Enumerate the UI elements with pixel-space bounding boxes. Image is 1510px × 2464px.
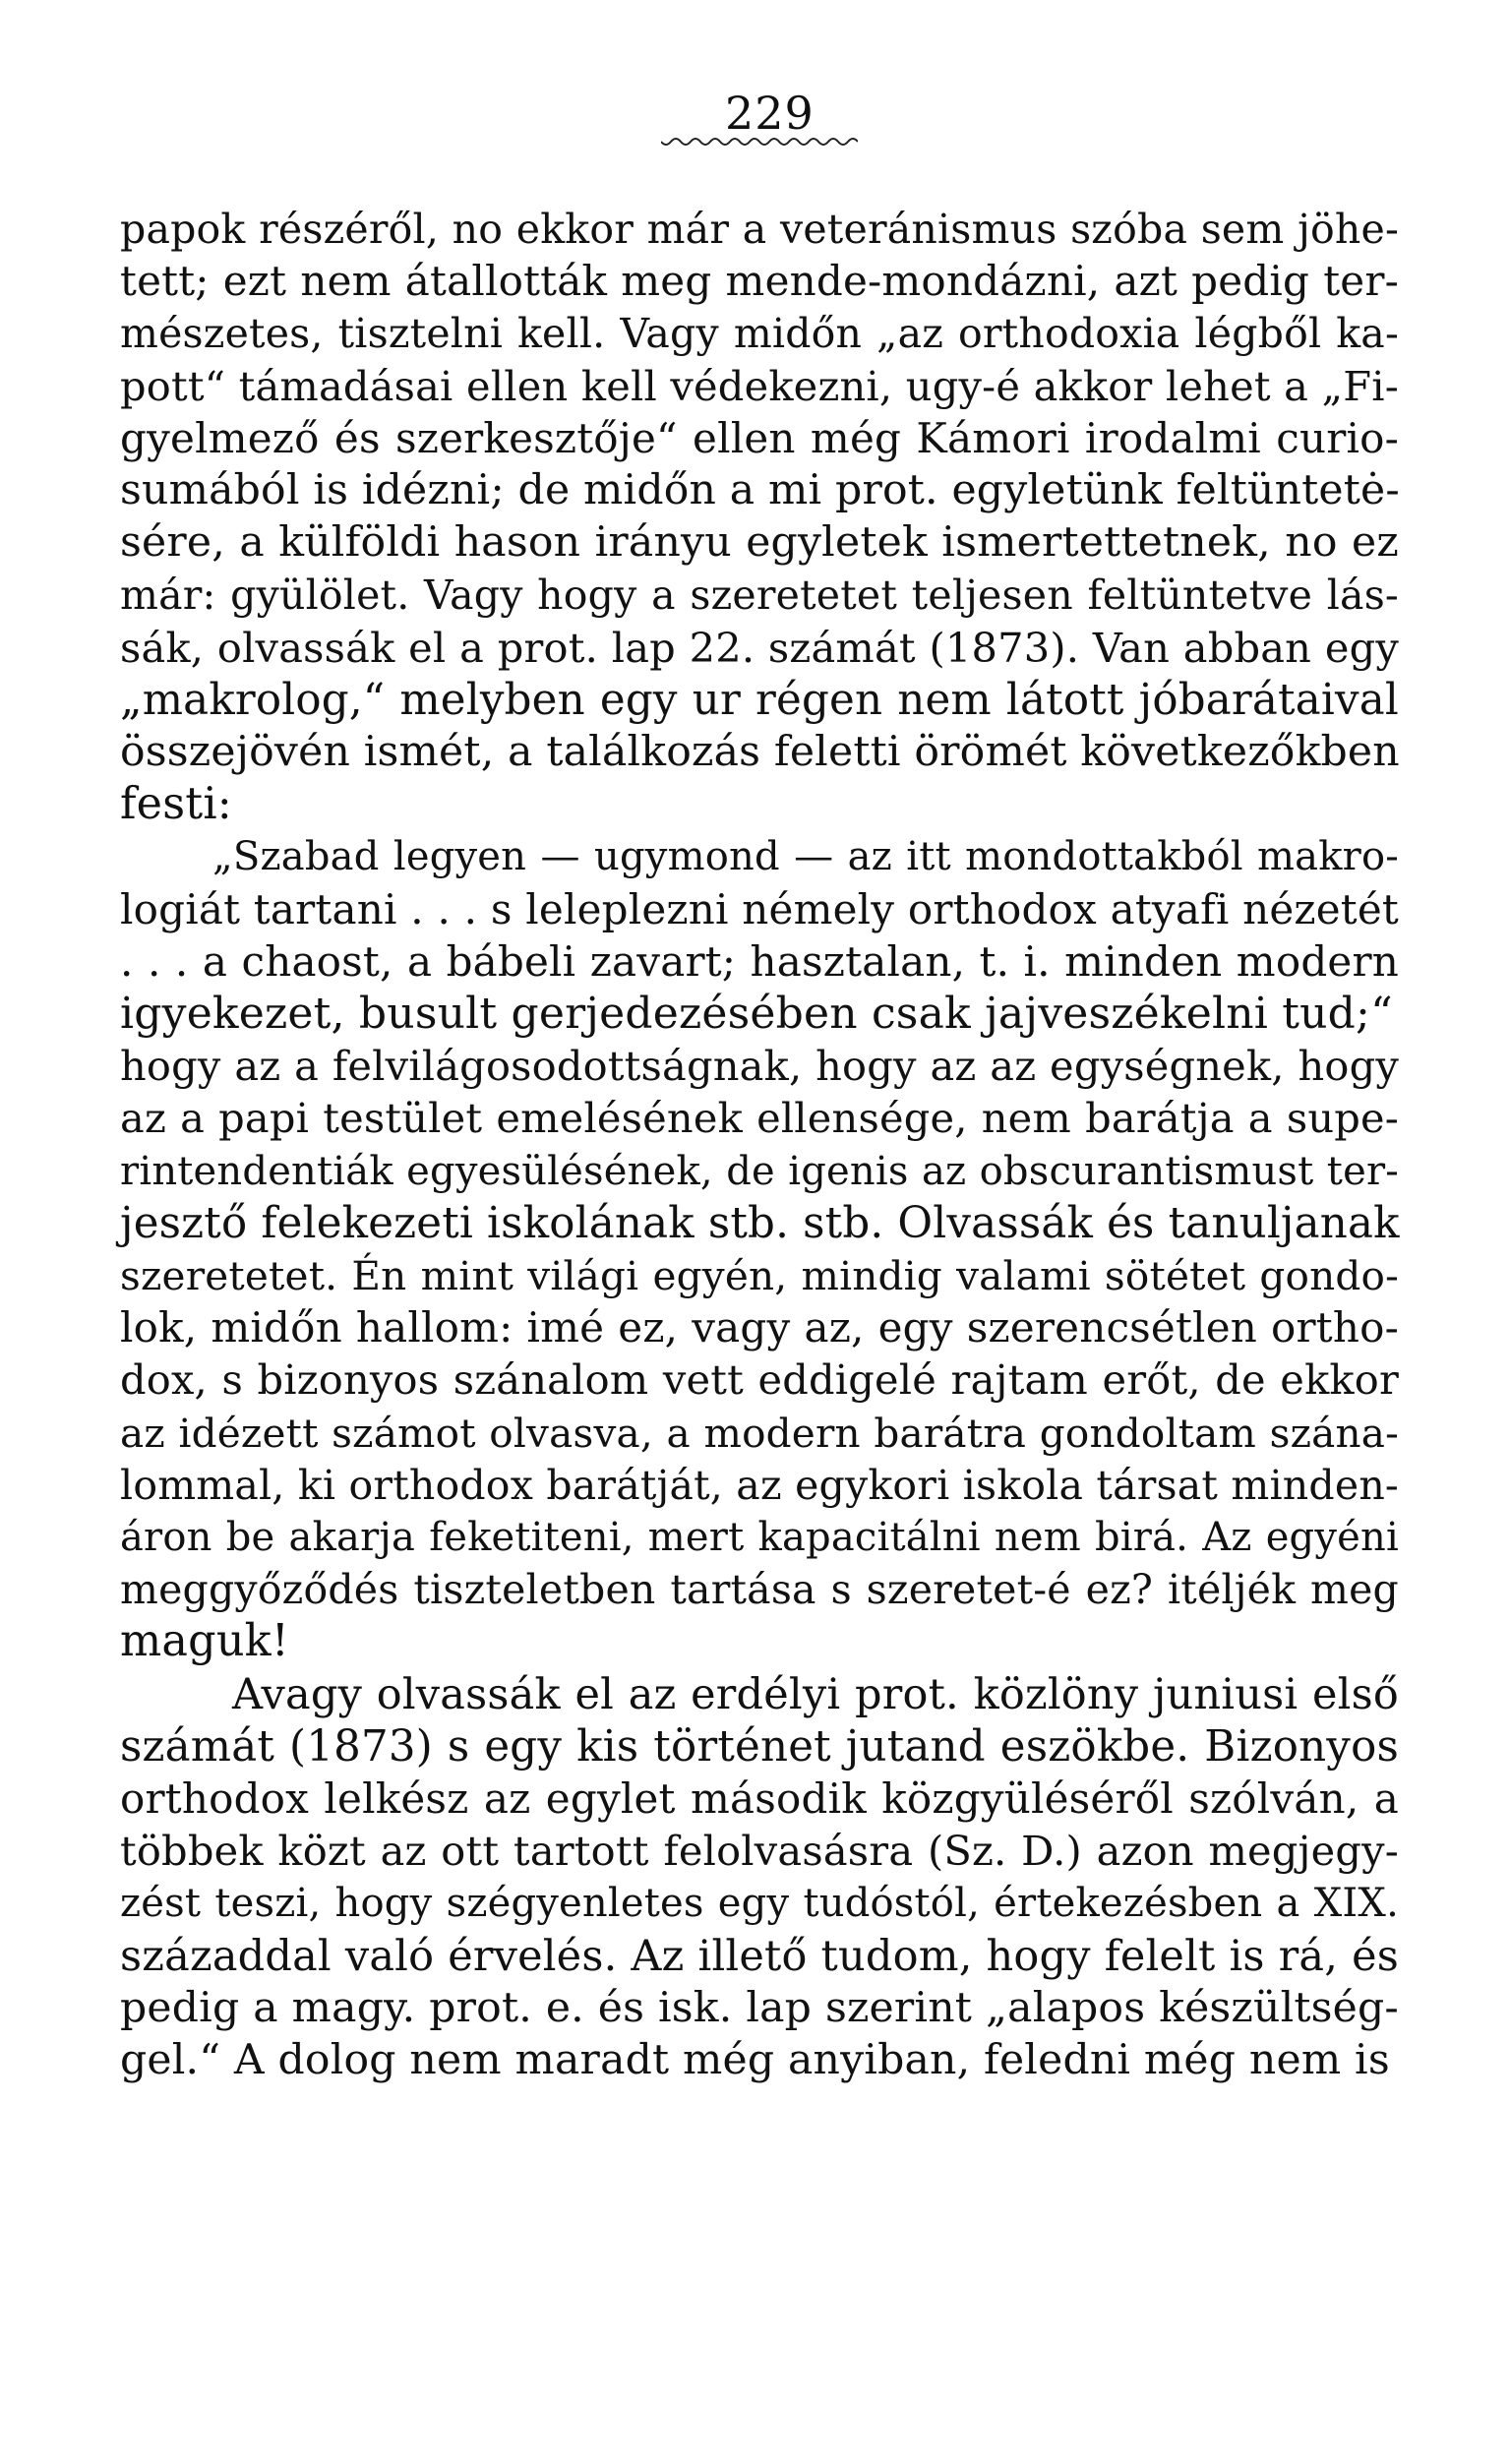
- text-line: lok, midőn hallom: imé ez, vagy az, egy szerencsétlen ortho-: [120, 1303, 1399, 1352]
- text-line: az a papi testület emelésének ellensége, nem barátja a supe-: [120, 1094, 1399, 1143]
- text-line: tett; ezt nem átallották meg mende-mondázni, azt pedig ter-: [120, 257, 1399, 306]
- text-line: az idézett számot olvasva, a modern barátra gondoltam szána-: [120, 1409, 1399, 1457]
- text-line: sák, olvassák el a prot. lap 22. számát (1873). Van abban egy: [120, 623, 1399, 672]
- text-line: „makrolog,“ melyben egy ur régen nem látott jóbarátaival: [120, 675, 1399, 725]
- text-line: meggyőződés tiszteletben tartása s szeretet-é ez? itéljék meg: [120, 1566, 1399, 1614]
- text-line: logiát tartani . . . s leleplezni némely orthodox atyafi nézetét: [120, 884, 1399, 933]
- text-line: mészetes, tisztelni kell. Vagy midőn „az orthodoxia légből ka-: [120, 310, 1399, 358]
- text-line: többek közt az ott tartott felolvasásra (Sz. D.) azon megjegy-: [120, 1827, 1399, 1876]
- text-line: számát (1873) s egy kis történet jutand eszökbe. Bizonyos: [120, 1721, 1399, 1772]
- text-line: századdal való érvelés. Az illető tudom, hogy felelt is rá, és: [120, 1931, 1399, 1981]
- text-line: jesztő felekezeti iskolának stb. stb. Olvassák és tanuljanak: [120, 1198, 1400, 1248]
- text-line: zést teszi, hogy szégyenletes egy tudóstól, értekezésben a XIX.: [120, 1881, 1399, 1927]
- text-line: . . . a chaost, a bábeli zavart; hasztalan, t. i. minden modern: [120, 936, 1399, 986]
- text-line: Avagy olvassák el az erdélyi prot. közlöny juniusi első: [232, 1669, 1399, 1719]
- text-line: orthodox lelkész az egylet második közgyüléséről szólván, a: [120, 1774, 1399, 1823]
- text-line: festi:: [120, 779, 232, 830]
- text-line: hogy az a felvilágosodottságnak, hogy az az egységnek, hogy: [120, 1042, 1399, 1091]
- text-line: szeretetet. Én mint világi egyén, mindig valami sötétet gondo-: [120, 1252, 1399, 1299]
- text-line: pedig a magy. prot. e. és isk. lap szerint „alapos készültség-: [120, 1983, 1399, 2032]
- wavy-rule-ornament: [661, 138, 858, 151]
- text-line: maguk!: [120, 1616, 289, 1667]
- page-number: 229: [725, 87, 815, 140]
- text-line: pott“ támadásai ellen kell védekezni, ugy-é akkor lehet a „Fi-: [120, 361, 1399, 410]
- text-line: lommal, ki orthodox barátját, az egykori iskola társat minden-: [120, 1461, 1399, 1509]
- text-line: áron be akarja feketiteni, mert kapacitálni nem birá. Az egyéni: [120, 1515, 1399, 1560]
- text-line: már: gyülölet. Vagy hogy a szeretetet teljesen feltüntetve lás-: [120, 571, 1399, 620]
- text-line: „Szabad legyen — ugymond — az itt mondottakból makro-: [212, 834, 1399, 880]
- text-line: sumából is idézni; de midőn a mi prot. egyletünk feltüntetė-: [120, 466, 1400, 514]
- text-line: gel.“ A dolog nem maradt még anyiban, feledni még nem is: [120, 2036, 1390, 2084]
- text-line: gyelmező és szerkesztője“ ellen még Kámori irodalmi curio-: [120, 413, 1399, 462]
- text-line: rintendentiák egyesülésének, de igenis az obscurantismust ter-: [120, 1148, 1399, 1194]
- text-line: összejövén ismét, a találkozás feletti örömét következőkben: [120, 728, 1400, 776]
- text-line: sére, a külföldi hason irányu egyletek ismertettetnek, no ez: [120, 518, 1399, 568]
- text-line: igyekezet, busult gerjedezésében csak jajveszékelni tud;“: [120, 989, 1393, 1039]
- text-line: dox, s bizonyos szánalom vett eddigelé rajtam erőt, de ekkor: [120, 1355, 1399, 1405]
- text-line: papok részéről, no ekkor már a veteránismus szóba sem jöhe-: [120, 206, 1399, 253]
